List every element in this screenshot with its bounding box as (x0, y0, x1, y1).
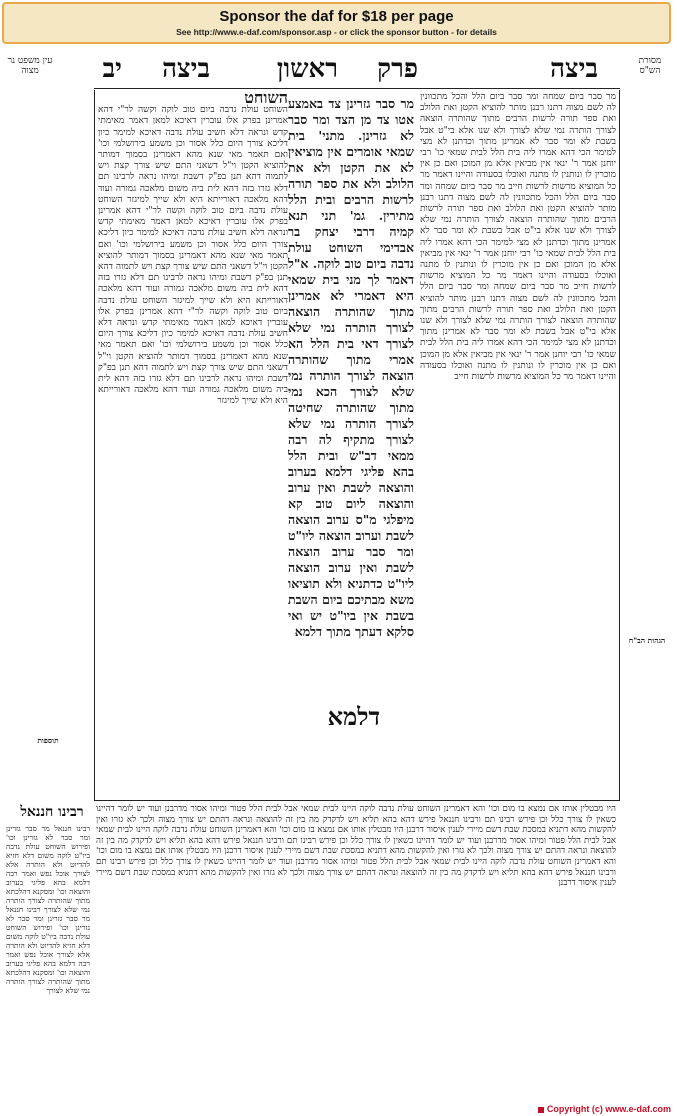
header-chapter-name: ראשון (276, 54, 338, 84)
masoret-column (624, 96, 670, 796)
chananel-text-continued: רבינו חננאל מר סבר גזרינן ומר סבר לא גזרינן וכו' ופירוש השוחט עולת נדבה ביו"ט לוקה משום דלא חזיא להדיוט ולא הותרה אלא לצורך אוכל נפש ואמר רבה דלמא בהא פליגי בערוב והוצאה וכו' ומסקנא דהלכתא מתוך שהותרה לצורך הותרה נמי שלא לצורך (6, 905, 90, 995)
tosafot-margin-label: תוספות (37, 736, 59, 745)
lower-rule (94, 800, 620, 801)
column-rule-right (619, 90, 620, 800)
header-tractate-right: ביצה (550, 54, 598, 84)
dilma-word: דלמא (327, 702, 380, 731)
gemara-text: מר סבר גזרינן צד באמצע אטו צד מן הצד ומר סבר לא גזרינן. מתני' בית שמאי אומרים אין מוציאין לא את הקטן ולא את הלולב ולא את ספר תורה לרשות הרבים ובית הלל מתירין. גמ' תני תנא קמיה דרבי יצחק בר אבדימי השוחט עולת נדבה ביום טוב לוקה. א"ל דאמר לך מני בית שמאי היא דאמרי לא אמרינן מתוך שהותרה הוצאה לצורך הותרה נמי שלא לצורך דאי בית הלל הא אמרי מתוך שהותרה הוצאה לצורך הותרה נמי שלא לצורך הכא נמי מתוך שהותרה שחיטה לצורך הותרה נמי שלא לצורך מתקיף לה רבה ממאי דב"ש ובית הלל בהא פליגי דלמא בערוב והוצאה לשבת ואין ערוב והוצאה ליום טוב קא מיפלגי מ"ס ערוב הוצאה לשבת וערוב הוצאה ליו"ט ומר סבר ערוב הוצאה לשבת ואין ערוב הוצאה ליו"ט כדתניא ולא תוציאו משא מבתיכם ביום השבת בשבת אין ביו"ט יש ואי סלקא דעתך מתוך דלמא (288, 96, 414, 639)
ein-mishpat-column (6, 96, 90, 796)
ein-mishpat-label: עין משפט נר מצוה (7, 56, 53, 76)
header-tractate-left: ביצה (162, 54, 210, 84)
tosafot-text-continued-2: השוחט עולת נדבה ביום טוב לוקה וקשה לר"י דהא אמרינן בפרק אלו עוברין דאיכא למאן דאמר מאימתי קדש ונראה דלא חשיב עולת נדבה דאיכא למימר כיון דליכא צורך היום כלל אסור וכן משמע בירושלמי וכו' ואם תאמר מאי שנא מהא דאמרינן בסמוך דמותר להוציא הקטן וי"ל דשאני התם שיש צורך קצת ויש לתמוה דהא תנן בפ"ק דשבת ומיהו נראה לרבינו תם דלא גזרו בזה דהא לית ביה משום מלאכה גמורה ועוד דהא מלאכה דאורייתא היא ולא שייך למיגזר (98, 295, 288, 407)
sponsor-banner[interactable] (2, 2, 671, 44)
rashi-text-continued: מר סבר ביום שמחה ומר סבר ביום הלל והכל מתכוונין לה לשם מצוה דתנו רבנן מותר להוציא הקטן ואת הלולב ואת ספר תורה לרשות הרבים מתוך שהותרה הוצאה לצורך הותרה נמי שלא לצורך ולא שנו אלא בי"ט אבל בשבת לא ומר סבר לא אמרינן מתוך וכדתנן לא מצי למימר הכי דהא אמרו ליה בית הלל לבית שמאי כו' רבי יוחנן אמר ר' ינאי אין מביאין אלא מן המוכן ואם כן אין מוכרין לו ונותנין לו מתנה ואוכלו בסעודה והיינו דאמר מר כל המוציא מרשות לרשות חייב (420, 181, 616, 293)
header-daf-number: יב (102, 54, 122, 84)
lower-text-continued-2: היו מבטלין אותו אם נמצא בו מום וכו' והא דאמרינן השוחט עולת נדבה לוקה היינו לבית שמאי אבל לבית הלל פטור ומיהו אסור מדרבנן ועוד יש לומר דהיינו כשאין לו צורך כלל וכן פירש רבינו תם ורבינו חננאל פירש דהא בהא תליא ויש לדקדק מה בין זה להוצאה ונראה דהתם יש צורך מצוה ולכך לא גזרו ואין להקשות מהא דתניא במסכת שבת דשם מיירי לענין איסור דרבנן (96, 846, 616, 889)
chananel-text: רבינו חננאל מר סבר גזרינן ומר סבר לא גזרינן וכו' ופירוש השוחט עולת נדבה ביו"ט לוקה משום דלא חזיא להדיוט ולא הותרה אלא לצורך אוכל נפש ואמר רבה דלמא בהא פליגי בערוב והוצאה וכו' ומסקנא דהלכתא מתוך שהותרה לצורך הותרה נמי שלא לצורך (6, 824, 90, 914)
rabbeinu-chananel-text (6, 824, 90, 1094)
gemara-main-text (288, 96, 414, 696)
lower-text: היו מבטלין אותו אם נמצא בו מום וכו' והא דאמרינן השוחט עולת נדבה לוקה היינו לבית שמאי אבל לבית הלל פטור ומיהו אסור מדרבנן ועוד יש לומר דהיינו כשאין לו צורך כלל וכן פירש רבינו תם ורבינו חננאל פירש דהא בהא תליא ויש לדקדק מה בין זה להוצאה ונראה דהתם יש צורך מצוה ולכך לא גזרו ואין להקשות מהא דתניא במסכת שבת דשם מיירי לענין איסור דרבנן (96, 804, 616, 836)
banner-title[interactable]: Sponsor the daf for $18 per page (219, 8, 454, 25)
masoret-label: מסורת הש"ס (638, 56, 662, 76)
lower-text-continued: היו מבטלין אותו אם נמצא בו מום וכו' והא דאמרינן השוחט עולת נדבה לוקה היינו לבית שמאי אבל לבית הלל פטור ומיהו אסור מדרבנן ועוד יש לומר דהיינו כשאין לו צורך כלל וכן פירש רבינו תם ורבינו חננאל פירש דהא בהא תליא ויש לדקדק מה בין זה להוצאה ונראה דהתם יש צורך מצוה ולכך לא גזרו ואין להקשות מהא דתניא במסכת שבת דשם מיירי לענין איסור דרבנן (96, 825, 616, 857)
lower-commentary (96, 804, 616, 1094)
header-chapter: פרק (377, 54, 418, 84)
talmud-page (6, 52, 670, 1098)
tosafot-text-continued: השוחט עולת נדבה ביום טוב לוקה וקשה לר"י דהא אמרינן בפרק אלו עוברין דאיכא למאן דאמר מאימתי קדש ונראה דלא חשיב עולת נדבה דאיכא למימר כיון דליכא צורך היום כלל אסור וכן משמע בירושלמי וכו' ואם תאמר מאי שנא מהא דאמרינן בסמוך דמותר להוציא הקטן וי"ל דשאני התם שיש צורך קצת ויש לתמוה דהא תנן בפ"ק דשבת ומיהו נראה לרבינו תם דלא גזרו בזה דהא לית ביה משום מלאכה גמורה ועוד דהא מלאכה דאורייתא היא ולא שייך למיגזר (98, 194, 288, 306)
banner-subtitle[interactable]: See http://www.e-daf.com/sponsor.asp - or click the sponsor button - for details (176, 27, 497, 37)
rabbeinu-chananel-heading: רבינו חננאל (20, 804, 84, 820)
tosafot-commentary (98, 92, 288, 796)
rashi-text-continued-2: מר סבר ביום שמחה ומר סבר ביום הלל והכל מתכוונין לה לשם מצוה דתנו רבנן מותר להוציא הקטן ואת הלולב ואת ספר תורה לרשות הרבים מתוך שהותרה הוצאה לצורך הותרה נמי שלא לצורך ולא שנו אלא בי"ט אבל בשבת לא ומר סבר לא אמרינן מתוך וכדתנן לא מצי למימר הכי דהא אמרו ליה בית הלל לבית שמאי כו' רבי יוחנן אמר ר' ינאי אין מביאין אלא מן המוכן ואם כן אין מוכרין לו ונותנין לו מתנה ואוכלו בסעודה והיינו דאמר מר כל המוציא מרשות לרשות חייב (420, 282, 616, 383)
header-rule (94, 88, 620, 89)
copyright-logo-icon (538, 1107, 544, 1113)
copyright-notice[interactable]: Copyright (c) www.e-daf.com (538, 1104, 671, 1114)
column-rule-left (94, 90, 95, 800)
hashochet-heading: השוחט (244, 92, 288, 107)
hagahot-label: הגהות הב"ח (628, 636, 666, 645)
rashi-commentary (420, 92, 616, 796)
page-header (6, 52, 670, 88)
rashi-text: מר סבר ביום שמחה ומר סבר ביום הלל והכל מתכוונין לה לשם מצוה דתנו רבנן מותר להוציא הקטן ואת הלולב ואת ספר תורה לרשות הרבים מתוך שהותרה הוצאה לצורך הותרה נמי שלא לצורך ולא שנו אלא בי"ט אבל בשבת לא ומר סבר לא אמרינן מתוך וכדתנן לא מצי למימר הכי דהא אמרו ליה בית הלל לבית שמאי כו' רבי יוחנן אמר ר' ינאי אין מביאין אלא מן המוכן ואם כן אין מוכרין לו ונותנין לו מתנה ואוכלו בסעודה והיינו דאמר מר כל המוציא מרשות לרשות חייב (420, 92, 616, 192)
tosafot-text: השוחט עולת נדבה ביום טוב לוקה וקשה לר"י דהא אמרינן בפרק אלו עוברין דאיכא למאן דאמר מאימתי קדש ונראה דלא חשיב עולת נדבה דאיכא למימר כיון דליכא צורך היום כלל אסור וכן משמע בירושלמי וכו' ואם תאמר מאי שנא מהא דאמרינן בסמוך דמותר להוציא הקטן וי"ל דשאני התם שיש צורך קצת ויש לתמוה דהא תנן בפ"ק דשבת ומיהו נראה לרבינו תם דלא גזרו בזה דהא לית ביה משום מלאכה גמורה ועוד דהא מלאכה דאורייתא היא ולא שייך למיגזר (98, 105, 288, 205)
